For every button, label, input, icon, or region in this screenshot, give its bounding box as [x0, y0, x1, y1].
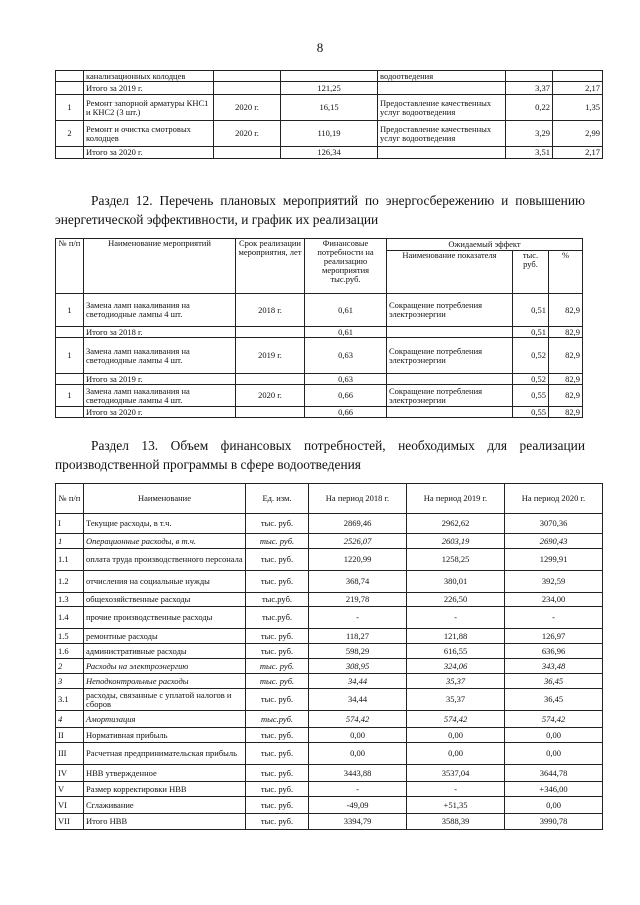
- row-name: Ремонт и очистка смотровых колодцев: [84, 121, 214, 147]
- row-finance: 0,66: [305, 407, 387, 418]
- table-row: [56, 674, 603, 689]
- row-unit: тыс. руб.: [246, 782, 309, 797]
- table-row: [56, 629, 603, 644]
- table-row: [56, 385, 583, 407]
- row-period-2019: 2962,62: [407, 514, 505, 534]
- row-period-2019: 574,42: [407, 711, 505, 728]
- row-number: 2: [56, 659, 84, 674]
- row-period-2018: 219,78: [309, 593, 407, 607]
- header-unit: тыс. руб.: [513, 251, 549, 294]
- row-period-2019: 0,00: [407, 743, 505, 765]
- row-value-thousand: 0,51: [513, 294, 549, 327]
- row-number: I: [56, 514, 84, 534]
- row-unit: тыс. руб.: [246, 728, 309, 743]
- row-unit: тыс. руб.: [246, 644, 309, 659]
- row-period-2020: 636,96: [505, 644, 603, 659]
- row-number: 1: [56, 534, 84, 549]
- row-number: V: [56, 782, 84, 797]
- row-name: канализационных колодцев: [84, 71, 214, 82]
- row-unit: тыс. руб.: [246, 797, 309, 814]
- row-indicator: [387, 407, 513, 418]
- row-number: 1.6: [56, 644, 84, 659]
- row-period-2018: 2526,07: [309, 534, 407, 549]
- row-year: 2020 г.: [214, 95, 281, 121]
- table-row: [56, 797, 603, 814]
- row-indicator: [378, 147, 506, 159]
- row-value-thousand: 0,51: [513, 327, 549, 338]
- header-name: Наименование: [84, 484, 246, 514]
- row-unit: тыс. руб.: [246, 674, 309, 689]
- table-row: [56, 374, 583, 385]
- header-term: Срок реализации мероприятия, лет: [236, 239, 305, 294]
- row-period-2018: 118,27: [309, 629, 407, 644]
- row-period-2018: 598,29: [309, 644, 407, 659]
- row-period-2019: 1258,25: [407, 549, 505, 571]
- row-period-2020: 1299,91: [505, 549, 603, 571]
- row-name: Ремонт запорной арматуры КНС1 и КНС2 (3 шт.): [84, 95, 214, 121]
- row-period-2020: -: [505, 607, 603, 629]
- row-indicator: Предоставление качественных услуг водоотведения: [378, 121, 506, 147]
- section12-title-lead: Раздел 12.: [91, 193, 153, 208]
- table-continuation: [55, 70, 603, 159]
- table-row: [56, 593, 603, 607]
- table-row: [56, 294, 583, 327]
- row-unit: тыс. руб.: [246, 534, 309, 549]
- row-period-2018: -49,09: [309, 797, 407, 814]
- header-period-2019: На период 2019 г.: [407, 484, 505, 514]
- row-value-thousand: 0,55: [513, 385, 549, 407]
- table-row: [56, 814, 603, 830]
- row-name: Итого за 2019 г.: [84, 374, 236, 385]
- header-finance: Финансовые потребности на реализацию мероприятия тыс.руб.: [305, 239, 387, 294]
- row-period-2019: +51,35: [407, 797, 505, 814]
- table-row: [56, 534, 603, 549]
- row-number: [56, 407, 84, 418]
- row-number: 1.2: [56, 571, 84, 593]
- table-row: [56, 338, 583, 374]
- table-row: [56, 782, 603, 797]
- row-name: Замена ламп накаливания на светодиодные лампы 4 шт.: [84, 385, 236, 407]
- row-number: 3.1: [56, 689, 84, 711]
- row-name: расходы, связанные с уплатой налогов и сборов: [84, 689, 246, 711]
- row-number: 1: [56, 338, 84, 374]
- row-period-2018: 1220,99: [309, 549, 407, 571]
- table-row: [56, 571, 603, 593]
- row-name: Итого за 2019 г.: [84, 82, 214, 95]
- row-period-2020: 36,45: [505, 689, 603, 711]
- row-year: 2020 г.: [214, 121, 281, 147]
- row-unit: тыс.руб.: [246, 593, 309, 607]
- row-period-2020: 3070,36: [505, 514, 603, 534]
- row-year: [214, 147, 281, 159]
- row-number: 1: [56, 294, 84, 327]
- row-number: [56, 147, 84, 159]
- row-period-2019: 0,00: [407, 728, 505, 743]
- row-number: 3: [56, 674, 84, 689]
- row-number: [56, 71, 84, 82]
- row-value-thousand: 0,55: [513, 407, 549, 418]
- row-term: [236, 327, 305, 338]
- row-unit: тыс. руб.: [246, 659, 309, 674]
- row-name: административные расходы: [84, 644, 246, 659]
- row-period-2020: +346,00: [505, 782, 603, 797]
- row-number: VII: [56, 814, 84, 830]
- row-name: Нормативная прибыль: [84, 728, 246, 743]
- row-unit: тыс. руб.: [246, 629, 309, 644]
- row-period-2019: 35,37: [407, 674, 505, 689]
- row-period-2020: 574,42: [505, 711, 603, 728]
- row-period-2018: -: [309, 782, 407, 797]
- row-term: [236, 374, 305, 385]
- section13-title-lead: Раздел 13.: [91, 438, 159, 453]
- row-period-2020: 392,59: [505, 571, 603, 593]
- row-value-thousand: 0,52: [513, 338, 549, 374]
- header-period-2020: На период 2020 г.: [505, 484, 603, 514]
- row-number: 1.3: [56, 593, 84, 607]
- table-row: [56, 407, 583, 418]
- row-period-2019: -: [407, 607, 505, 629]
- row-period-2019: 324,06: [407, 659, 505, 674]
- section12-title-text: Перечень плановых мероприятий по энергосбережению и повышению энергетической эффективности, и график их реализации: [55, 193, 585, 227]
- row-period-2019: 380,01: [407, 571, 505, 593]
- header-unit: Ед. изм.: [246, 484, 309, 514]
- row-year: [214, 82, 281, 95]
- row-period-2020: 2690,43: [505, 534, 603, 549]
- header-period-2018: На период 2018 г.: [309, 484, 407, 514]
- row-finance: 0,66: [305, 385, 387, 407]
- table-financial-needs: [55, 483, 603, 830]
- row-value-percent: 82,9: [549, 294, 583, 327]
- row-indicator: [387, 374, 513, 385]
- row-unit: тыс. руб.: [246, 814, 309, 830]
- row-value-thousand: 3,29: [506, 121, 553, 147]
- row-name: Итого НВВ: [84, 814, 246, 830]
- row-unit: тыс. руб.: [246, 549, 309, 571]
- row-term: [236, 407, 305, 418]
- row-name: Сглаживание: [84, 797, 246, 814]
- row-period-2018: 368,74: [309, 571, 407, 593]
- row-period-2020: 3644,78: [505, 765, 603, 782]
- row-period-2020: 0,00: [505, 797, 603, 814]
- row-period-2019: 616,55: [407, 644, 505, 659]
- row-finance: 0,63: [305, 338, 387, 374]
- row-number: VI: [56, 797, 84, 814]
- row-period-2019: -: [407, 782, 505, 797]
- row-unit: тыс. руб.: [246, 743, 309, 765]
- row-cost: 126,34: [281, 147, 378, 159]
- table-row: [56, 327, 583, 338]
- row-unit: тыс.руб.: [246, 607, 309, 629]
- row-period-2019: 35,37: [407, 689, 505, 711]
- row-cost: 16,15: [281, 95, 378, 121]
- row-period-2018: 574,42: [309, 711, 407, 728]
- section12-heading: [55, 191, 585, 229]
- row-period-2019: 3537,04: [407, 765, 505, 782]
- row-number: [56, 374, 84, 385]
- row-value-thousand: [506, 71, 553, 82]
- row-name: ремонтные расходы: [84, 629, 246, 644]
- row-period-2018: 308,95: [309, 659, 407, 674]
- row-name: Операционные расходы, в т.ч.: [84, 534, 246, 549]
- row-period-2018: 0,00: [309, 728, 407, 743]
- row-value-percent: 82,9: [549, 327, 583, 338]
- row-value-percent: [553, 71, 603, 82]
- table-row: [56, 644, 603, 659]
- row-cost: 121,25: [281, 82, 378, 95]
- table-row: [56, 95, 603, 121]
- row-period-2019: 121,88: [407, 629, 505, 644]
- row-name: Амортизация: [84, 711, 246, 728]
- row-name: НВВ утвержденное: [84, 765, 246, 782]
- row-cost: [281, 71, 378, 82]
- row-unit: тыс. руб.: [246, 765, 309, 782]
- row-value-percent: 2,17: [553, 82, 603, 95]
- row-term: 2018 г.: [236, 294, 305, 327]
- row-value-percent: 82,9: [549, 407, 583, 418]
- row-number: 1: [56, 385, 84, 407]
- row-value-percent: 82,9: [549, 385, 583, 407]
- row-name: Итого за 2020 г.: [84, 147, 214, 159]
- header-num: № п/п: [56, 239, 84, 294]
- row-number: [56, 82, 84, 95]
- row-period-2020: 36,45: [505, 674, 603, 689]
- row-name: оплата труда производственного персонала: [84, 549, 246, 571]
- header-indicator: Наименование показателя: [387, 251, 513, 294]
- row-period-2020: 0,00: [505, 728, 603, 743]
- row-number: IV: [56, 765, 84, 782]
- row-name: Итого за 2020 г.: [84, 407, 236, 418]
- section13-heading: [55, 436, 585, 474]
- row-finance: 0,63: [305, 374, 387, 385]
- page-number: 8: [316, 40, 324, 55]
- row-number: 1.5: [56, 629, 84, 644]
- header-effect: Ожидаемый эффект: [387, 239, 583, 251]
- table-row: [56, 659, 603, 674]
- row-term: 2019 г.: [236, 338, 305, 374]
- row-period-2018: 34,44: [309, 674, 407, 689]
- row-number: III: [56, 743, 84, 765]
- row-year: [214, 71, 281, 82]
- row-name: Замена ламп накаливания на светодиодные лампы 4 шт.: [84, 338, 236, 374]
- row-indicator: Сокращение потребления электроэнергии: [387, 294, 513, 327]
- row-indicator: [378, 82, 506, 95]
- row-indicator: водоотведения: [378, 71, 506, 82]
- row-number: 4: [56, 711, 84, 728]
- row-value-percent: 82,9: [549, 374, 583, 385]
- row-cost: 110,19: [281, 121, 378, 147]
- row-term: 2020 г.: [236, 385, 305, 407]
- table-row: [56, 689, 603, 711]
- table-row: [56, 743, 603, 765]
- row-period-2019: 2603,19: [407, 534, 505, 549]
- row-unit: тыс. руб.: [246, 689, 309, 711]
- row-period-2018: 0,00: [309, 743, 407, 765]
- table-row: [56, 549, 603, 571]
- table-row: [56, 728, 603, 743]
- row-period-2019: 226,50: [407, 593, 505, 607]
- header-name: Наименование мероприятий: [84, 239, 236, 294]
- row-period-2018: 3443,88: [309, 765, 407, 782]
- row-number: 1: [56, 95, 84, 121]
- row-value-thousand: 0,52: [513, 374, 549, 385]
- table-row: [56, 711, 603, 728]
- row-name: Итого за 2018 г.: [84, 327, 236, 338]
- row-number: [56, 327, 84, 338]
- table-row: [56, 71, 603, 82]
- row-name: Расходы на электроэнергию: [84, 659, 246, 674]
- row-indicator: Сокращение потребления электроэнергии: [387, 338, 513, 374]
- table-row: [56, 765, 603, 782]
- row-value-thousand: 3,37: [506, 82, 553, 95]
- row-name: Расчетная предпринимательская прибыль: [84, 743, 246, 765]
- row-unit: тыс. руб.: [246, 514, 309, 534]
- row-period-2020: 0,00: [505, 743, 603, 765]
- row-value-percent: 2,17: [553, 147, 603, 159]
- row-period-2020: 234,00: [505, 593, 603, 607]
- row-value-percent: 1,35: [553, 95, 603, 121]
- row-name: Текущие расходы, в т.ч.: [84, 514, 246, 534]
- row-finance: 0,61: [305, 327, 387, 338]
- row-period-2020: 126,97: [505, 629, 603, 644]
- row-period-2020: 3990,78: [505, 814, 603, 830]
- row-name: Неподконтрольные расходы: [84, 674, 246, 689]
- row-number: 1.4: [56, 607, 84, 629]
- row-number: 1.1: [56, 549, 84, 571]
- row-value-thousand: 3,51: [506, 147, 553, 159]
- header-num: № п/п: [56, 484, 84, 514]
- row-period-2018: -: [309, 607, 407, 629]
- row-period-2020: 343,48: [505, 659, 603, 674]
- row-number: 2: [56, 121, 84, 147]
- row-value-percent: 2,99: [553, 121, 603, 147]
- row-number: II: [56, 728, 84, 743]
- row-name: Замена ламп накаливания на светодиодные лампы 4 шт.: [84, 294, 236, 327]
- row-name: Размер корректировки НВВ: [84, 782, 246, 797]
- row-name: отчисления на социальные нужды: [84, 571, 246, 593]
- row-value-percent: 82,9: [549, 338, 583, 374]
- row-value-thousand: 0,22: [506, 95, 553, 121]
- row-period-2018: 3394,79: [309, 814, 407, 830]
- row-name: прочие производственные расходы: [84, 607, 246, 629]
- row-name: общехозяйственные расходы: [84, 593, 246, 607]
- row-unit: тыс. руб.: [246, 571, 309, 593]
- section13-title-text: Объем финансовых потребностей, необходимых для реализации производственной программы в сфере водоотведения: [55, 438, 585, 472]
- table-row: [56, 514, 603, 534]
- table-energy-saving: [55, 238, 583, 418]
- row-period-2018: 2869,46: [309, 514, 407, 534]
- row-period-2019: 3588,39: [407, 814, 505, 830]
- table-row: [56, 147, 603, 159]
- table-row: [56, 121, 603, 147]
- row-period-2018: 34,44: [309, 689, 407, 711]
- row-indicator: Предоставление качественных услуг водоотведения: [378, 95, 506, 121]
- row-finance: 0,61: [305, 294, 387, 327]
- header-percent: %: [549, 251, 583, 294]
- table-row: [56, 82, 603, 95]
- table-row: [56, 607, 603, 629]
- row-indicator: [387, 327, 513, 338]
- row-unit: тыс.руб.: [246, 711, 309, 728]
- row-indicator: Сокращение потребления электроэнергии: [387, 385, 513, 407]
